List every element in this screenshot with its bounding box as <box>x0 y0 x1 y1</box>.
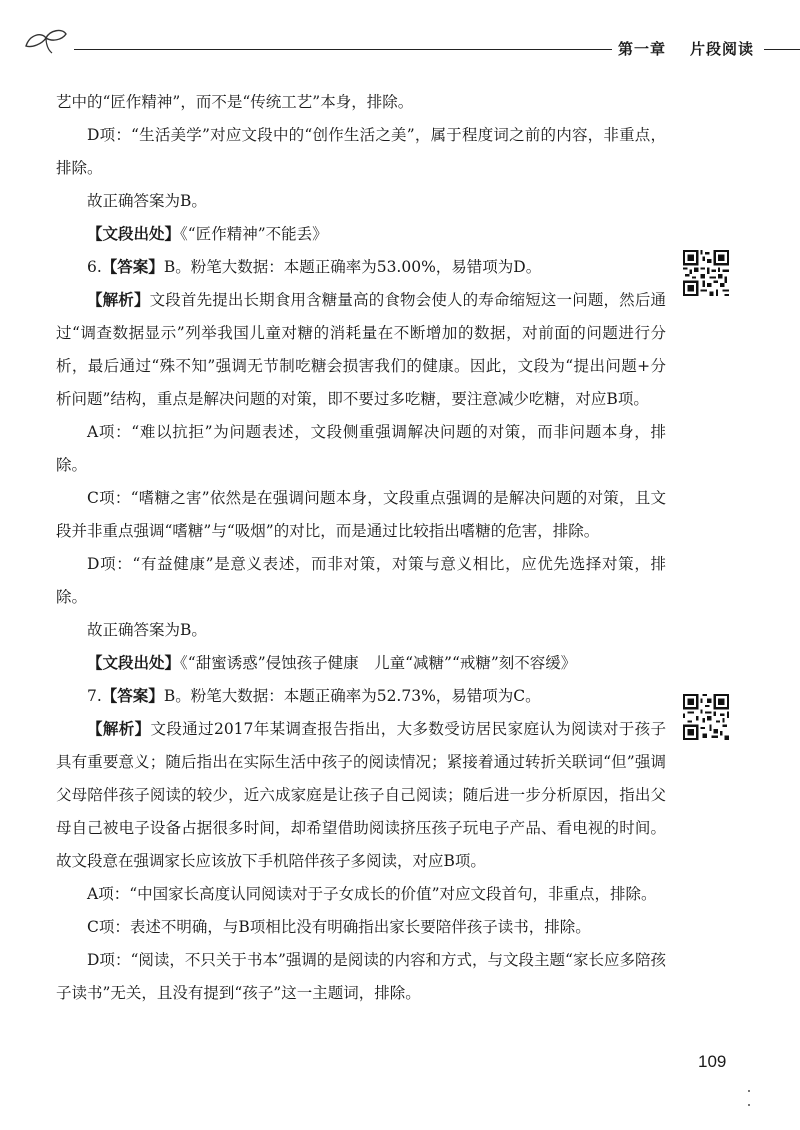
paragraph: 故正确答案为B。 <box>87 621 207 639</box>
source-tag: 【文段出处】 <box>87 225 181 243</box>
paragraph: C项：“嗜糖之害”依然是在强调问题本身，文段重点强调的是解决问题的对策，且文段并非重点强调“嗜糖”与“吸烟”的对比，而是通过比较指出嗜糖的危害，排除。 <box>56 489 666 540</box>
analysis-text: 文段通过2017年某调查报告指出，大多数受访居民家庭认为阅读对于孩子具有重要意义；随后指出在实际生活中孩子的阅读情况；紧接着通过转折关联词“但”强调父母陪伴孩子阅读的较少，近六成家庭是让孩子自己阅读；随后进一步分析原因，指出父母自己被电子设备占据很多时间，却希望借助阅读挤压孩子玩电子产品、看电视的时间。故文段意在强调家长应该放下手机陪伴孩子多阅读，对应B项。 <box>56 720 666 870</box>
paragraph: A项：“中国家长高度认同阅读对于子女成长的价值”对应文段首句，非重点，排除。 <box>87 885 657 903</box>
paragraph: C项：表述不明确，与B项相比没有明确指出家长要陪伴孩子读书，排除。 <box>87 918 591 936</box>
source-text: 《“匠作精神”不能丢》 <box>180 225 328 243</box>
paragraph <box>56 218 666 251</box>
page-body <box>56 86 666 1010</box>
header-rule-right <box>764 49 800 50</box>
paragraph <box>56 647 666 680</box>
analysis-tag: 【解析】 <box>87 291 150 309</box>
paragraph: D项：“阅读，不只关于书本”强调的是阅读的内容和方式，与文段主题“家长应多陪孩子读书”无关，且没有提到“孩子”这一主题词，排除。 <box>56 951 666 1002</box>
analysis-paragraph <box>56 713 666 878</box>
analysis-tag: 【解析】 <box>87 720 151 738</box>
question-number: 7. <box>87 687 102 705</box>
answer-paragraph <box>56 680 666 713</box>
source-text: 《“甜蜜诱惑”侵蚀孩子健康 儿童“减糖”“戒糖”刻不容缓》 <box>180 654 577 672</box>
question-number: 6. <box>87 258 102 276</box>
page-header <box>22 20 782 60</box>
chapter-title: 第一章 <box>618 40 667 58</box>
answer-text: B。粉笔大数据：本题正确率为52.73%，易错项为C。 <box>163 687 541 705</box>
source-tag: 【文段出处】 <box>87 654 181 672</box>
scan-dot <box>748 1090 750 1092</box>
page-number: 109 <box>698 1052 727 1071</box>
answer-text: B。粉笔大数据：本题正确率为53.00%，易错项为D。 <box>163 258 542 276</box>
answer-paragraph <box>56 251 666 284</box>
analysis-paragraph <box>56 284 666 416</box>
paragraph: D项：“生活美学”对应文段中的“创作生活之美”，属于程度词之前的内容，非重点，排除。 <box>56 126 666 177</box>
qr-code-icon[interactable] <box>683 694 729 740</box>
paragraph: 故正确答案为B。 <box>87 192 207 210</box>
answer-tag: 【答案】 <box>101 687 164 705</box>
section-title: 片段阅读 <box>690 40 755 58</box>
header-rule-left <box>74 49 612 50</box>
paragraph: 艺中的“匠作精神”，而不是“传统工艺”本身，排除。 <box>56 93 414 111</box>
leaf-ornament-icon <box>22 24 68 54</box>
paragraph: D项：“有益健康”是意义表述，而非对策，对策与意义相比，应优先选择对策，排除。 <box>56 555 666 606</box>
scan-dot <box>748 1104 750 1106</box>
analysis-text: 文段首先提出长期食用含糖量高的食物会使人的寿命缩短这一问题，然后通过“调查数据显示”列举我国儿童对糖的消耗量在不断增加的数据，对前面的问题进行分析，最后通过“殊不知”强调无节制吃糖会损害我们的健康。因此，文段为“提出问题+分析问题”结构，重点是解决问题的对策，即不要过多吃糖，要注意减少吃糖，对应B项。 <box>56 291 666 408</box>
paragraph: A项：“难以抗拒”为问题表述，文段侧重强调解决问题的对策，而非问题本身，排除。 <box>56 423 666 474</box>
answer-tag: 【答案】 <box>101 258 164 276</box>
qr-code-icon[interactable] <box>683 250 729 296</box>
